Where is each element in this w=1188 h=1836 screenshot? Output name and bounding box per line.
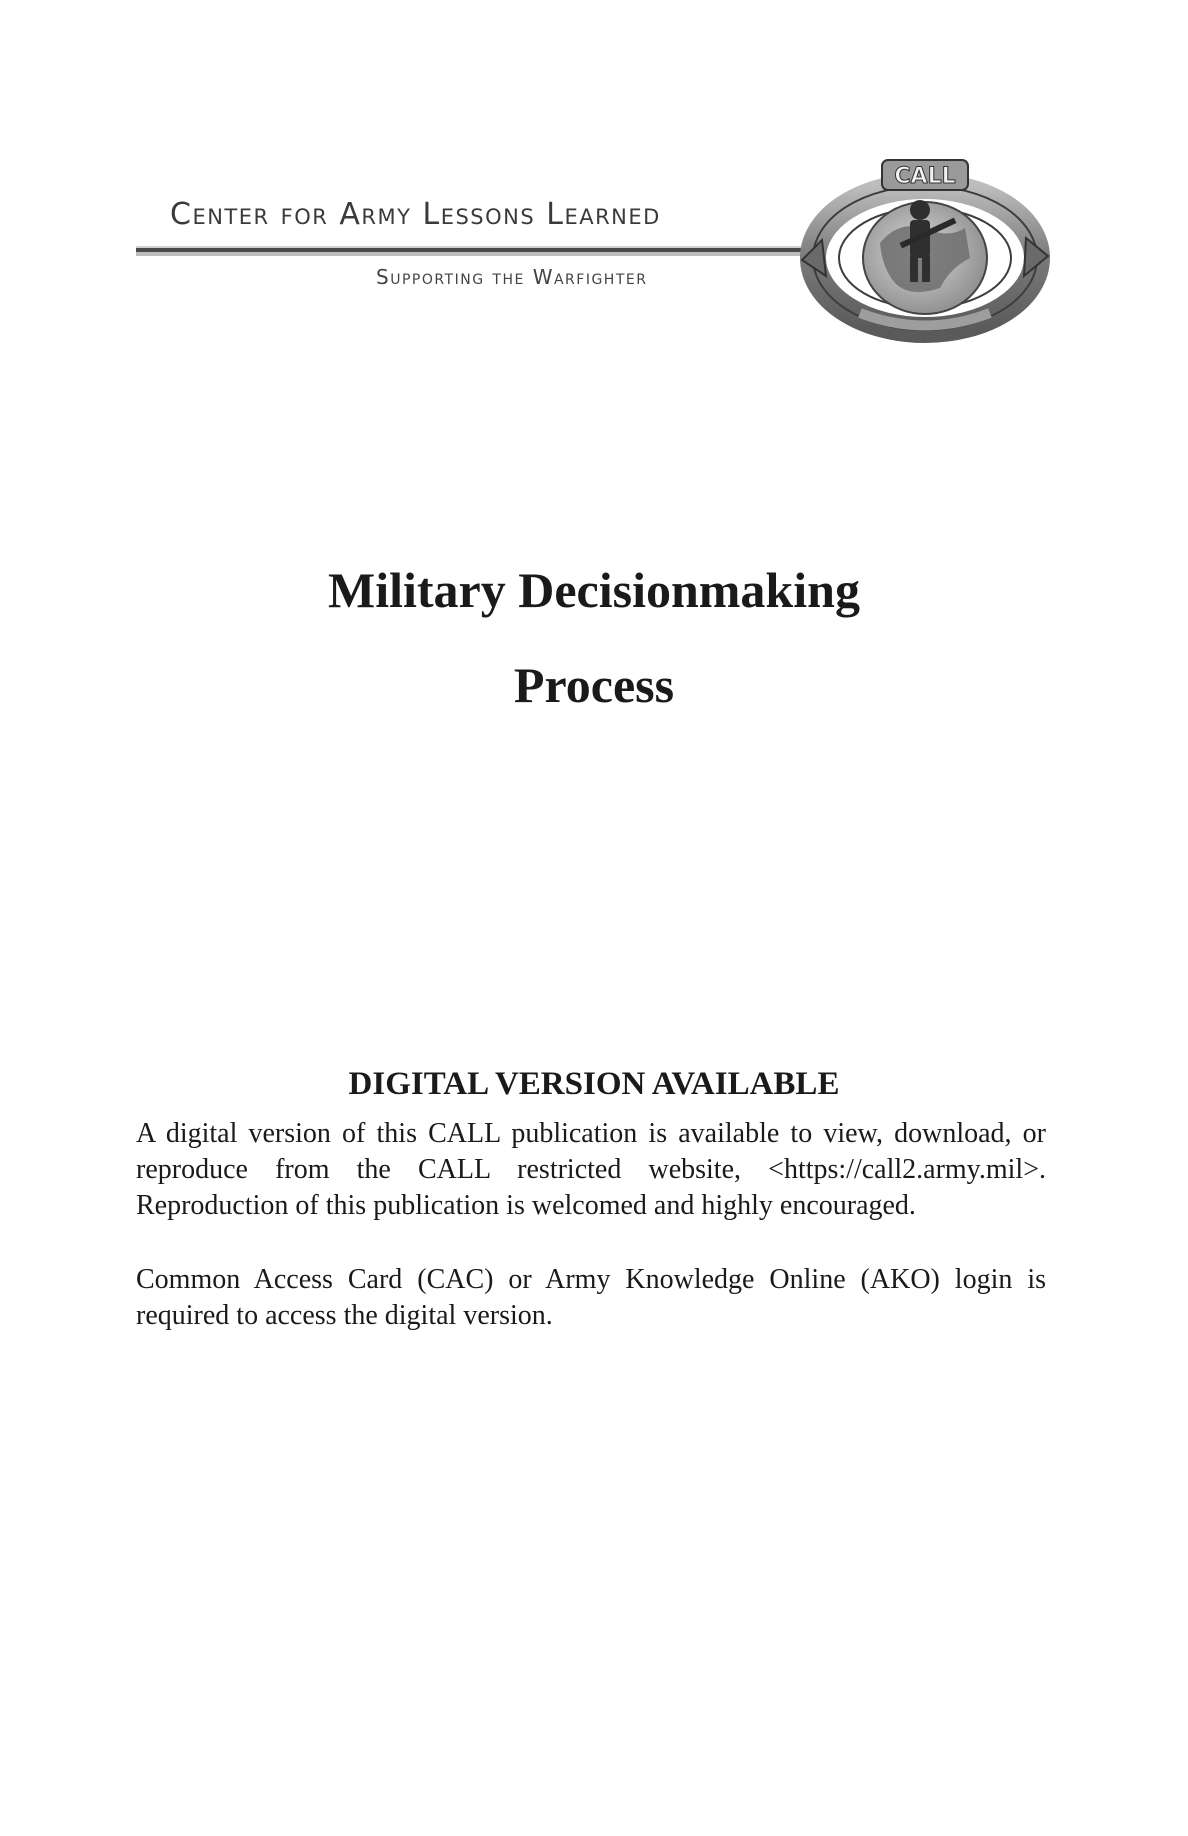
- document-title-line-2: Process: [513, 657, 675, 713]
- organization-name: Center for Army Lessons Learned: [170, 197, 661, 232]
- emblem-banner-text: CALL: [894, 164, 956, 189]
- call-emblem-logo: [800, 148, 1050, 348]
- document-title-line-1: Military Decisionmaking: [328, 562, 860, 618]
- header-banner: [0, 0, 1188, 360]
- notice-paragraph-access: Common Access Card (CAC) or Army Knowledge Online (AKO) login is required to access the digital version.: [136, 1264, 1046, 1331]
- notice-paragraph-availability: A digital version of this CALL publication is available to view, download, or reproduce from the CALL restricted website, <https://call2.army.mil>. Reproduction of this publication is welcomed and highly encouraged.: [136, 1118, 1046, 1221]
- organization-tagline: Supporting the Warfighter: [376, 265, 648, 289]
- notice-heading: DIGITAL VERSION AVAILABLE: [348, 1066, 840, 1102]
- header-divider: [136, 246, 816, 256]
